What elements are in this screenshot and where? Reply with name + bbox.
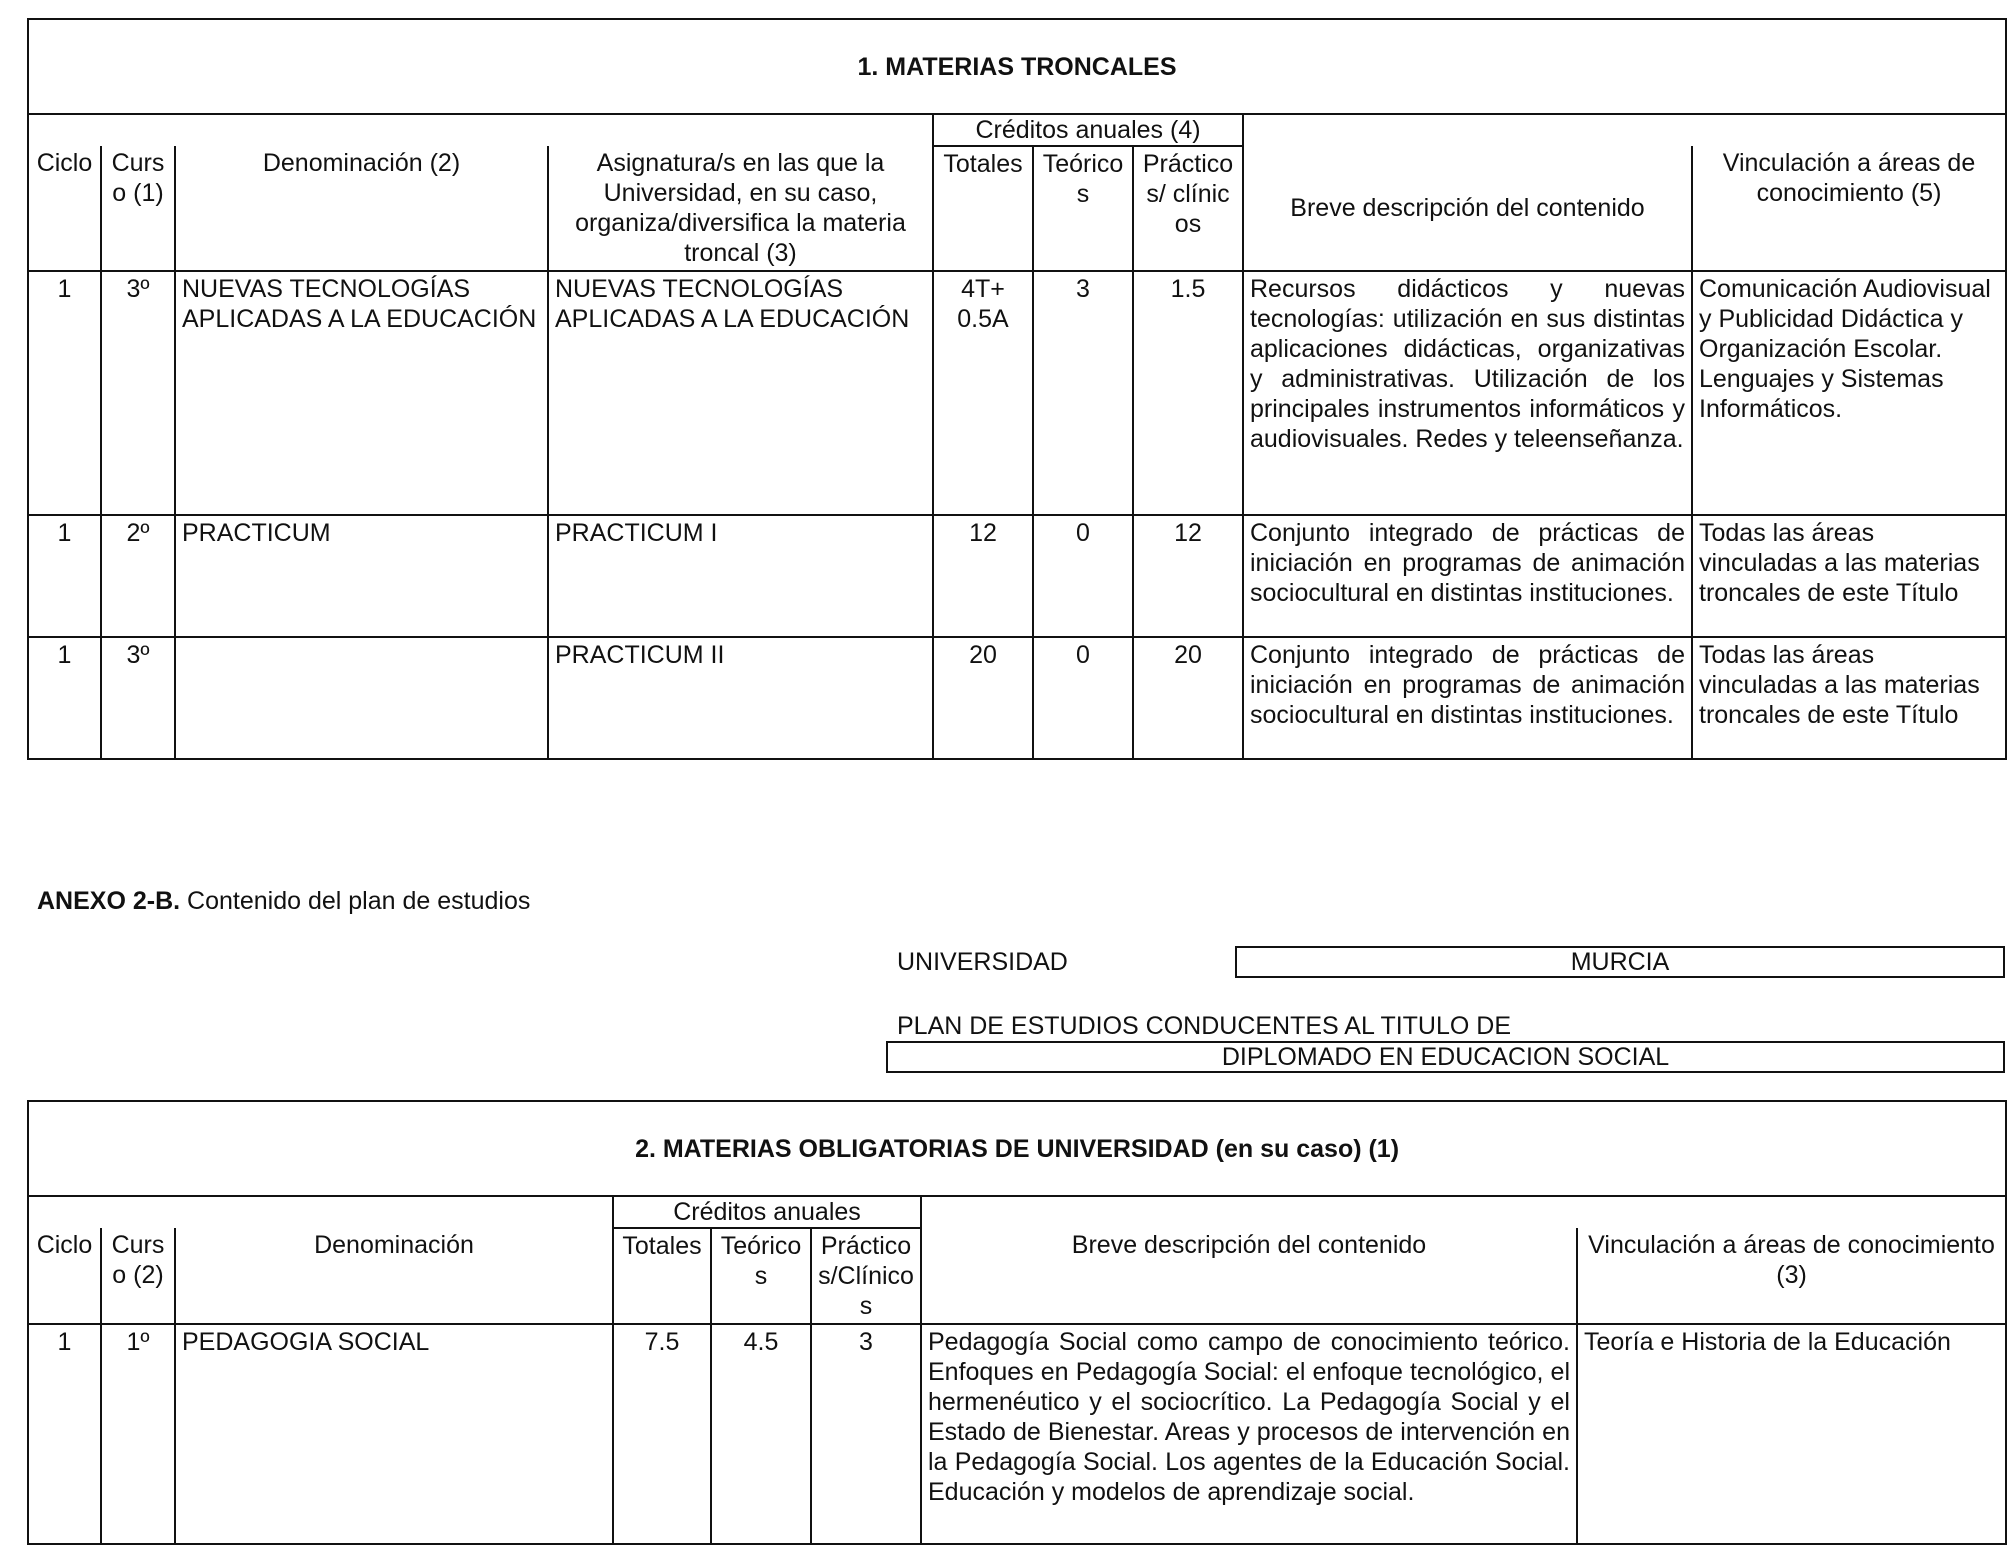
cell-vinculacion: Todas las áreas vinculadas a las materias troncales de este Título (1692, 637, 2006, 759)
cell-descripcion: Conjunto integrado de prácticas de iniciación en programas de animación sociocultural en distintas instituciones. (1243, 515, 1692, 637)
cell-denominacion (175, 637, 548, 759)
cell-totales: 20 (933, 637, 1033, 759)
header-curso: Curso (2) (101, 1228, 175, 1324)
table-row (28, 637, 2006, 759)
header-asignaturas: Asignatura/s en las que la Universidad, en su caso, organiza/diversifica la materia troncal (3) (548, 146, 933, 271)
annex-label-bold: ANEXO 2-B. (37, 887, 181, 915)
cell-ciclo: 1 (28, 637, 101, 759)
cell-practicos: 3 (811, 1324, 921, 1544)
cell-curso: 2º (101, 515, 175, 637)
header-ciclo: Ciclo (28, 1228, 101, 1324)
table2-credits-group: Créditos anuales (613, 1196, 921, 1228)
cell-denominacion: PEDAGOGIA SOCIAL (175, 1324, 613, 1544)
universidad-label: UNIVERSIDAD (897, 948, 1068, 976)
cell-asignatura: PRACTICUM I (548, 515, 933, 637)
cell-practicos: 1.5 (1133, 271, 1243, 515)
table2-title: 2. MATERIAS OBLIGATORIAS DE UNIVERSIDAD (en su caso) (1) (28, 1101, 2006, 1196)
cell-practicos: 12 (1133, 515, 1243, 637)
plan-label: PLAN DE ESTUDIOS CONDUCENTES AL TITULO DE (897, 1012, 1512, 1040)
cell-totales: 7.5 (613, 1324, 711, 1544)
table1-title: 1. MATERIAS TRONCALES (28, 19, 2006, 114)
header-curso: Curso (1) (101, 146, 175, 271)
cell-teoricos: 4.5 (711, 1324, 811, 1544)
materias-troncales-table (27, 18, 2007, 760)
cell-descripcion: Pedagogía Social como campo de conocimiento teórico. Enfoques en Pedagogía Social: el enfoque tecnológico, el hermenéutico y el sociocrítico. La Pedagogía Social y el Estado de Bienestar. Areas y procesos de intervención en la Pedagogía Social. Los agentes de la Educación Social. Educación y modelos de aprendizaje social. (921, 1324, 1577, 1544)
cell-descripcion: Conjunto integrado de prácticas de iniciación en programas de animación sociocultural en distintas instituciones. (1243, 637, 1692, 759)
cell-asignatura: PRACTICUM II (548, 637, 933, 759)
header-teoricos: Teóricos (1033, 146, 1133, 271)
cell-denominacion: PRACTICUM (175, 515, 548, 637)
table-row (28, 271, 2006, 515)
header-vinculacion: Vinculación a áreas de conocimiento (3) (1577, 1228, 2006, 1324)
cell-totales: 4T+ 0.5A (933, 271, 1033, 515)
annex-label-rest: Contenido del plan de estudios (180, 887, 531, 915)
header-denominacion: Denominación (175, 1228, 613, 1324)
cell-totales: 12 (933, 515, 1033, 637)
universidad-value: MURCIA (1235, 946, 2005, 978)
cell-curso: 1º (101, 1324, 175, 1544)
cell-vinculacion: Comunicación Audiovisual y Publicidad Didáctica y Organización Escolar. Lenguajes y Sistemas Informáticos. (1692, 271, 2006, 515)
cell-teoricos: 3 (1033, 271, 1133, 515)
header-practicos: Prácticos/Clínicos (811, 1228, 921, 1324)
cell-ciclo: 1 (28, 515, 101, 637)
annex-label (37, 887, 530, 916)
cell-practicos: 20 (1133, 637, 1243, 759)
cell-descripcion: Recursos didácticos y nuevas tecnologías: utilización en sus distintas aplicaciones didácticas, organizativas y administrativas. Utilización de los principales instrumentos informáticos y audiovisuales. Redes y teleenseñanza. (1243, 271, 1692, 515)
table-row (28, 1324, 2006, 1544)
table1-credits-group: Créditos anuales (4) (933, 114, 1243, 146)
cell-curso: 3º (101, 271, 175, 515)
header-teoricos: Teóricos (711, 1228, 811, 1324)
plan-value: DIPLOMADO EN EDUCACION SOCIAL (886, 1041, 2005, 1073)
header-ciclo: Ciclo (28, 146, 101, 271)
header-vinculacion: Vinculación a áreas de conocimiento (5) (1692, 146, 2006, 271)
cell-asignatura: NUEVAS TECNOLOGÍAS APLICADAS A LA EDUCACIÓN (548, 271, 933, 515)
cell-curso: 3º (101, 637, 175, 759)
cell-ciclo: 1 (28, 1324, 101, 1544)
header-totales: Totales (933, 146, 1033, 271)
header-practicos: Prácticos/ clínicos (1133, 146, 1243, 271)
materias-obligatorias-table (27, 1100, 2007, 1545)
header-descripcion: Breve descripción del contenido (921, 1228, 1577, 1324)
header-totales: Totales (613, 1228, 711, 1324)
header-descripcion: Breve descripción del contenido (1243, 146, 1692, 271)
cell-denominacion: NUEVAS TECNOLOGÍAS APLICADAS A LA EDUCACIÓN (175, 271, 548, 515)
header-denominacion: Denominación (2) (175, 146, 548, 271)
cell-teoricos: 0 (1033, 637, 1133, 759)
table-row (28, 515, 2006, 637)
cell-vinculacion: Todas las áreas vinculadas a las materias troncales de este Título (1692, 515, 2006, 637)
cell-ciclo: 1 (28, 271, 101, 515)
cell-vinculacion: Teoría e Historia de la Educación (1577, 1324, 2006, 1544)
cell-teoricos: 0 (1033, 515, 1133, 637)
